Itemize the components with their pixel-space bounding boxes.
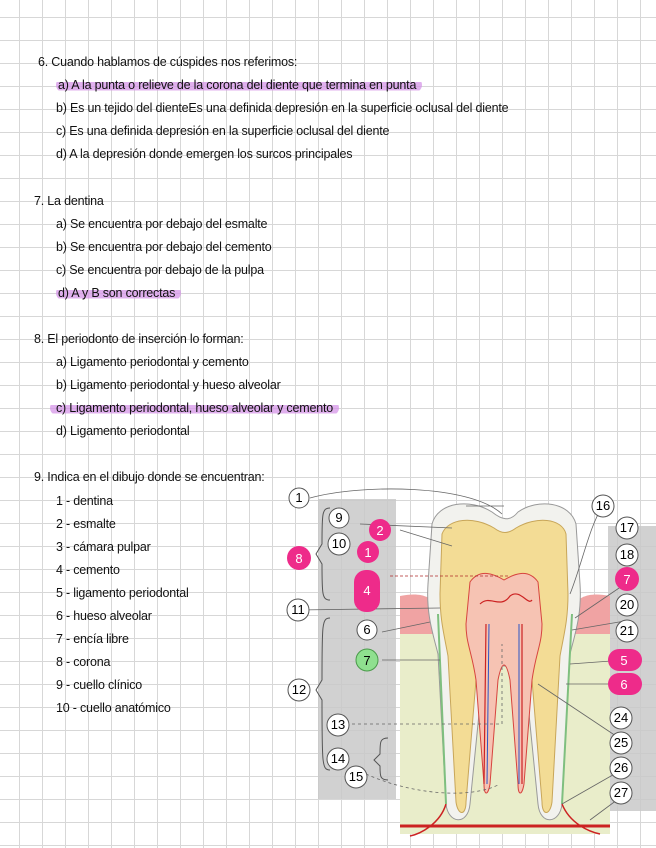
- left-label-text: 10: [331, 536, 347, 551]
- right-label-text: 17: [619, 520, 635, 535]
- right-label-text: 25: [613, 735, 629, 750]
- q6-option-a-text: a) A la punta o relieve de la corona del diente que termina en punta: [56, 78, 422, 92]
- legend-item: 7 - encía libre: [56, 632, 129, 646]
- right-label-text: 20: [619, 597, 635, 612]
- question-7: 7. La dentina: [34, 194, 104, 208]
- q6-option-a[interactable]: [56, 78, 422, 92]
- q8-option-b[interactable]: b) Ligamento periodontal y hueso alveolar: [56, 378, 281, 392]
- q8-option-a[interactable]: a) Ligamento periodontal y cemento: [56, 355, 249, 369]
- left-label-text: 9: [335, 510, 343, 525]
- legend-item: 4 - cemento: [56, 563, 120, 577]
- answer-label-text: 1: [364, 545, 372, 560]
- right-label-text: 27: [613, 785, 629, 800]
- q6-option-c[interactable]: c) Es una definida depresión en la superficie oclusal del diente: [56, 124, 390, 138]
- left-label-text: 1: [295, 490, 303, 505]
- right-label-text: 24: [613, 710, 629, 725]
- answer-label-text: 2: [376, 523, 384, 538]
- tooth-diagram: [270, 484, 656, 848]
- q7-option-c[interactable]: c) Se encuentra por debajo de la pulpa: [56, 263, 264, 277]
- legend-item: 8 - corona: [56, 655, 111, 669]
- left-label-text: 15: [348, 769, 364, 784]
- right-label-text: 26: [613, 760, 629, 775]
- legend-item: 2 - esmalte: [56, 517, 116, 531]
- right-label-text: 18: [619, 547, 635, 562]
- q7-option-d[interactable]: [56, 286, 181, 300]
- left-label-text: 11: [291, 602, 305, 617]
- answer-label-text: 6: [620, 677, 628, 692]
- q7-option-a[interactable]: a) Se encuentra por debajo del esmalte: [56, 217, 268, 231]
- answer-label-text: 5: [620, 653, 628, 668]
- q7-option-b[interactable]: b) Se encuentra por debajo del cemento: [56, 240, 272, 254]
- legend-item: 10 - cuello anatómico: [56, 701, 171, 715]
- left-label-text: 13: [330, 717, 346, 732]
- legend-item: 6 - hueso alveolar: [56, 609, 152, 623]
- q8-option-c[interactable]: [50, 401, 339, 415]
- answer-label-text: 7: [623, 572, 631, 587]
- left-label-text: 12: [291, 682, 307, 697]
- q8-option-d[interactable]: d) Ligamento periodontal: [56, 424, 190, 438]
- left-label-text: 6: [363, 622, 371, 637]
- right-label-text: 16: [595, 498, 611, 513]
- question-6: 6. Cuando hablamos de cúspides nos referimos:: [38, 55, 298, 69]
- answer-label-text: 8: [295, 551, 303, 566]
- q7-option-d-text: d) A y B son correctas: [56, 286, 181, 300]
- left-label-text: 14: [330, 751, 346, 766]
- legend-item: 1 - dentina: [56, 494, 113, 508]
- question-9: 9. Indica en el dibujo donde se encuentran:: [34, 470, 265, 484]
- q6-option-d[interactable]: d) A la depresión donde emergen los surcos principales: [56, 147, 353, 161]
- q8-option-c-text: c) Ligamento periodontal, hueso alveolar y cemento: [50, 401, 339, 415]
- legend-item: 9 - cuello clínico: [56, 678, 143, 692]
- answer-label-text: 7: [363, 653, 371, 668]
- right-label-text: 21: [619, 623, 635, 638]
- answer-label-text: 4: [363, 583, 371, 598]
- legend-item: 5 - ligamento periodontal: [56, 586, 189, 600]
- question-8: 8. El periodonto de inserción lo forman:: [34, 332, 244, 346]
- legend-item: 3 - cámara pulpar: [56, 540, 151, 554]
- q6-option-b[interactable]: b) Es un tejido del dienteEs una definida depresión en la superficie oclusal del diente: [56, 101, 509, 115]
